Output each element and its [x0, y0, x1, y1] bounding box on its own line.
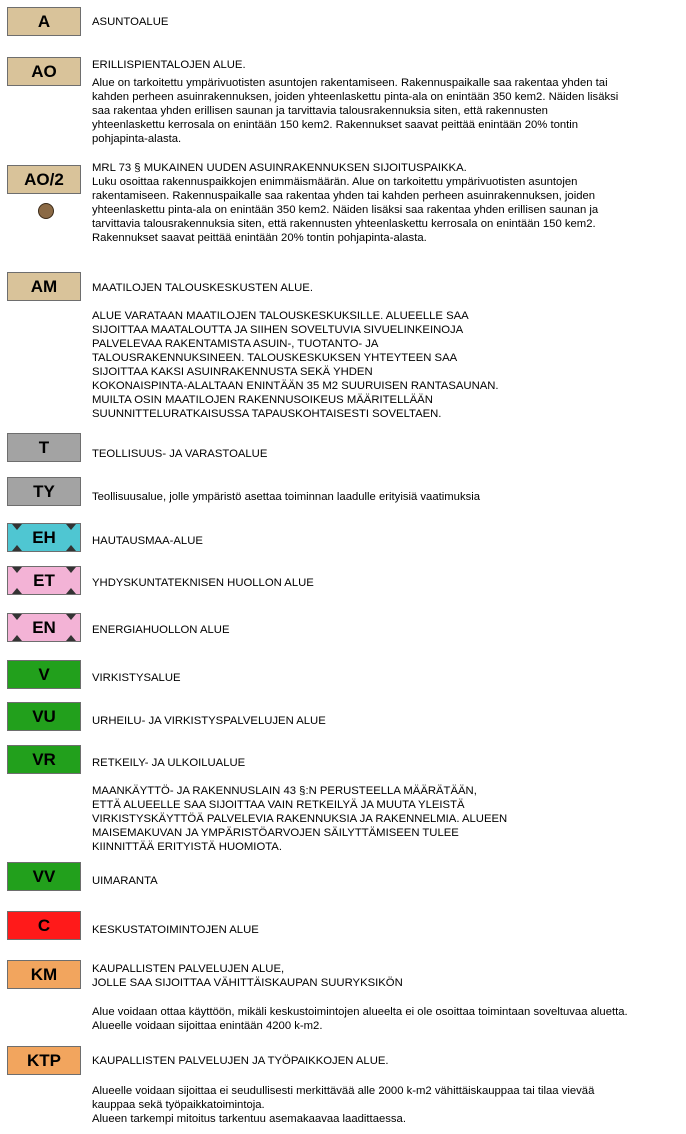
legend-badge-ao2 — [7, 165, 81, 194]
badge-code: T — [38, 437, 50, 457]
badge-code: ET — [33, 570, 55, 590]
legend-label-vu: URHEILU- JA VIRKISTYSPALVELUJEN ALUE — [92, 715, 326, 727]
legend-label-km: KAUPALLISTEN PALVELUJEN ALUE, JOLLE SAA SIJOITTAA VÄHITTÄISKAUPAN SUURYKSIKÖN — [92, 963, 403, 989]
legend-badge-km — [7, 960, 81, 989]
legend-badge-vv — [7, 862, 81, 891]
badge-code: EH — [32, 527, 56, 547]
legend-label-vr: RETKEILY- JA ULKOILUALUE — [92, 757, 246, 769]
legend-label-a: ASUNTOALUE — [92, 16, 169, 28]
legend-label-v: VIRKISTYSALUE — [92, 672, 181, 684]
legend-desc-ao: Alue on tarkoitettu ympärivuotisten asuntojen rakentamiseen. Rakennuspaikalle saa rakentaa yhden tai kahden perheen asuinrakennuksen, joiden yhteenlaskettu pinta-ala on enintään 350 kem2. Näiden lisäksi saa rakentaa yhden erillisen saunan ja tarvittavia talousrakennuksia siten, että rakennusten yhteenlaskettu kerrosala on enintään 150 kem2. Rakennukset saavat peittää enintään 20% tontin pohjapinta-alasta. — [92, 77, 619, 145]
notch-marker-icon — [66, 545, 76, 551]
legend-label-en: ENERGIAHUOLLON ALUE — [92, 624, 230, 636]
badge-code: VV — [32, 866, 56, 886]
badge-code: A — [37, 11, 51, 31]
badge-code: AM — [30, 276, 58, 296]
legend-desc-vr: MAANKÄYTTÖ- JA RAKENNUSLAIN 43 §:N PERUSTEELLA MÄÄRÄTÄÄN, ETTÄ ALUEELLE SAA SIJOITTAA VAIN RETKEILYÄ JA MUUTA YLEISTÄ VIRKISTYSKÄYTTÖÄ PALVELEVIA RAKENNUKSIA JA RAKENNELMIA. ALUEEN MAISEMAKUVAN JA YMPÄRISTÖARVOJEN SÄILYTTÄMISEEN TULEE KIINNITTÄÄ ERITYISTÄ HUOMIOTA. — [92, 785, 508, 853]
legend-badge-ty — [7, 477, 81, 506]
legend-label-ty: Teollisuusalue, jolle ympäristö asettaa toiminnan laadulle erityisiä vaatimuksia — [92, 491, 481, 503]
notch-marker-icon — [66, 588, 76, 594]
badge-code: VU — [32, 706, 56, 726]
badge-code: KTP — [27, 1050, 61, 1070]
legend-badge-vr — [7, 745, 81, 774]
badge-code: AO — [31, 61, 57, 81]
notch-marker-icon — [12, 614, 22, 620]
legend-badge-en — [7, 613, 81, 642]
badge-code: V — [38, 664, 50, 684]
notch-marker-icon — [12, 524, 22, 530]
badge-code: VR — [32, 749, 56, 769]
legend-label-vv: UIMARANTA — [92, 875, 158, 887]
notch-marker-icon — [12, 635, 22, 641]
building-site-dot-icon — [38, 203, 54, 219]
notch-marker-icon — [66, 635, 76, 641]
notch-marker-icon — [12, 567, 22, 573]
badge-code: KM — [30, 964, 58, 984]
legend-label-ao: ERILLISPIENTALOJEN ALUE. — [92, 59, 246, 71]
notch-marker-icon — [12, 588, 22, 594]
badge-code: TY — [33, 481, 55, 501]
legend-badge-vu — [7, 702, 81, 731]
notch-marker-icon — [66, 614, 76, 620]
legend-label-am: MAATILOJEN TALOUSKESKUSTEN ALUE. — [92, 282, 313, 294]
legend-desc-ktp: Alueelle voidaan sijoittaa ei seudullisesti merkittävää alle 2000 k-m2 vähittäiskauppaa tai tilaa vievää kauppaa sekä työpaikkatoimintoja. Alueen tarkempi mitoitus tarkentuu asemakaavaa laadittaessa. — [92, 1085, 595, 1125]
legend-badge-t — [7, 433, 81, 462]
legend-badge-ao — [7, 57, 81, 86]
legend-badge-c — [7, 911, 81, 940]
legend-label-et: YHDYSKUNTATEKNISEN HUOLLON ALUE — [92, 577, 314, 589]
legend-label-eh: HAUTAUSMAA-ALUE — [92, 535, 203, 547]
notch-marker-icon — [66, 567, 76, 573]
legend-badge-et — [7, 566, 81, 595]
legend-label-ao2: MRL 73 § MUKAINEN UUDEN ASUINRAKENNUKSEN SIJOITUSPAIKKA. Luku osoittaa rakennuspaikkojen enimmäismäärän. Alue on tarkoitettu ympärivuotisten asuntojen rakentamiseen. Rakennuspaikalle saa rakentaa yhden tai kahden perheen asuinrakennuksen, joiden yhteenlaskettu pinta-ala on enintään 350 kem2. Näiden lisäksi saa rakentaa yhden erillisen saunan ja tarvittavia talousrakennuksia siten, että rakennusten yhteenlaskettu kerrosala on enintään 150 kem2. Rakennukset saavat peittää enintään 20% tontin pohjapinta-alasta. — [92, 162, 599, 244]
legend-label-t: TEOLLISUUS- JA VARASTOALUE — [92, 448, 268, 460]
legend-badge-ktp — [7, 1046, 81, 1075]
legend-badge-v — [7, 660, 81, 689]
notch-marker-icon — [12, 545, 22, 551]
badge-code: C — [37, 915, 51, 935]
legend-label-ktp: KAUPALLISTEN PALVELUJEN JA TYÖPAIKKOJEN ALUE. — [92, 1055, 389, 1067]
legend-badge-am — [7, 272, 81, 301]
legend-desc-km: Alue voidaan ottaa käyttöön, mikäli keskustoimintojen alueelta ei ole osoittaa toimintaan soveltuvaa aluetta. Alueelle voidaan sijoittaa enintään 4200 k-m2. — [92, 1006, 628, 1032]
badge-code: EN — [32, 617, 56, 637]
badge-code: AO/2 — [24, 169, 64, 189]
notch-marker-icon — [66, 524, 76, 530]
legend-label-c: KESKUSTATOIMINTOJEN ALUE — [92, 924, 259, 936]
legend-badge-eh — [7, 523, 81, 552]
legend-badge-a — [7, 7, 81, 36]
legend-desc-am: ALUE VARATAAN MAATILOJEN TALOUSKESKUKSILLE. ALUEELLE SAA SIJOITTAA MAATALOUTTA JA SIIHEN SOVELTUVIA SIVUELINKEINOJA PALVELEVAA RAKENTAMISTA ASUIN-, TUOTANTO- JA TALOUSRAKENNUKSINEEN. TALOUSKESKUKSEN YHTEYTEEN SAA SIJOITTAA KAKSI ASUINRAKENNUSTA SEKÄ YHDEN KOKONAISPINTA-ALALTAAN ENINTÄÄN 35 M2 SUURUISEN RANTASAUNAN. MUILTA OSIN MAATILOJEN RAKENNUSOIKEUS MÄÄRITELLÄÄN SUUNNITTELURATKAISUSSA TAPAUSKOHTAISESTI SOVELTAEN. — [92, 310, 499, 420]
